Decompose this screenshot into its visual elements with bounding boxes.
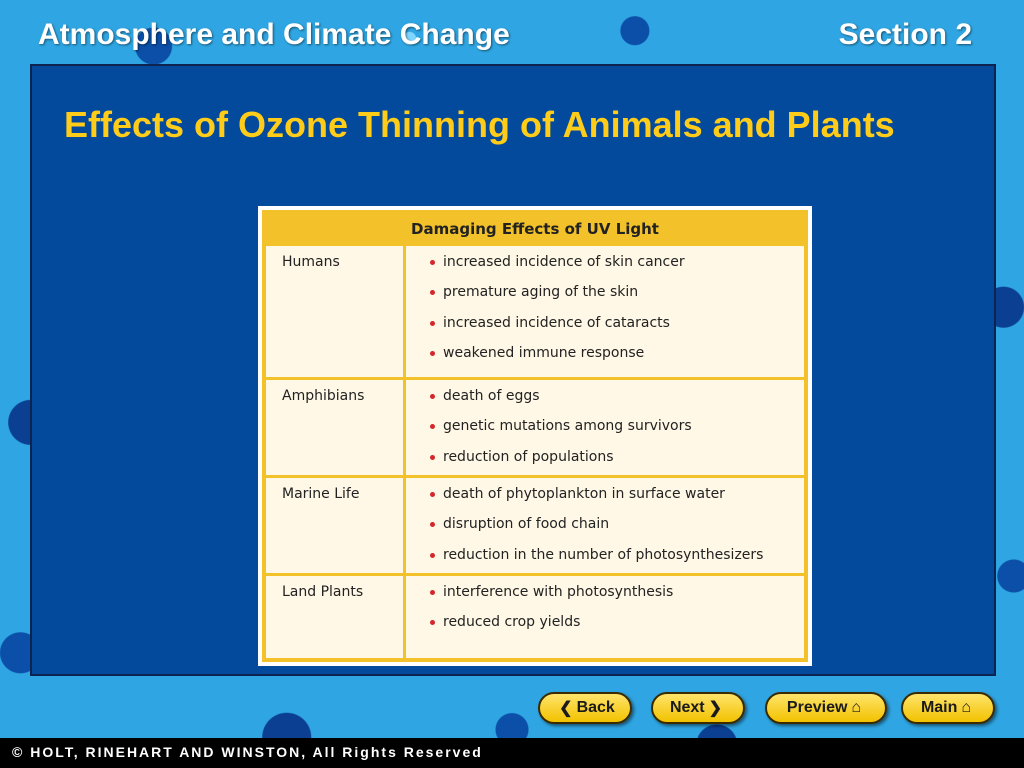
- bullet-icon: [430, 590, 435, 595]
- bullet-icon: [430, 260, 435, 265]
- bullet-icon: [430, 424, 435, 429]
- effect-text: increased incidence of cataracts: [443, 314, 670, 331]
- list-item: [430, 545, 804, 575]
- table-row: [266, 380, 804, 475]
- bullet-icon: [430, 522, 435, 527]
- list-item: [430, 313, 804, 343]
- list-item: [430, 484, 804, 514]
- effect-text: disruption of food chain: [443, 516, 610, 533]
- back-label: Back: [576, 699, 615, 716]
- effect-text: death of phytoplankton in surface water: [443, 486, 725, 502]
- table-row: [266, 246, 804, 377]
- effect-text: death of eggs: [443, 388, 540, 404]
- preview-label: Preview: [786, 699, 848, 716]
- chevron-left-icon: ❮: [559, 700, 573, 717]
- table-row: [266, 576, 804, 658]
- list-item: [430, 282, 804, 312]
- copyright-text: © HOLT, RINEHART AND WINSTON, All Rights Reserved: [12, 744, 483, 760]
- bullet-icon: [430, 553, 435, 558]
- category-cell: Land Plants: [266, 576, 403, 658]
- effect-text: genetic mutations among survivors: [443, 418, 692, 435]
- bullet-icon: [430, 351, 435, 356]
- list-item: [430, 612, 804, 642]
- home-icon: ⌂: [851, 699, 862, 716]
- table-row: [266, 478, 804, 573]
- bullet-icon: [430, 394, 435, 399]
- main-button[interactable]: [901, 692, 995, 724]
- chevron-right-icon: ❯: [708, 700, 723, 717]
- content-panel: [30, 64, 996, 676]
- list-item: [430, 386, 804, 416]
- bullet-icon: [430, 455, 435, 460]
- main-label: Main: [920, 699, 958, 716]
- list-item: [430, 416, 804, 446]
- section-label: Section 2: [838, 18, 972, 51]
- effect-text: premature aging of the skin: [443, 284, 639, 301]
- effects-cell: [406, 246, 804, 377]
- preview-button[interactable]: [765, 692, 887, 724]
- uv-effects-table: [258, 206, 812, 666]
- list-item: [430, 514, 804, 544]
- list-item: [430, 447, 804, 477]
- chapter-title: Atmosphere and Climate Change: [38, 18, 510, 51]
- table-frame: [262, 210, 808, 662]
- bullet-icon: [430, 492, 435, 497]
- effects-cell: [406, 380, 804, 475]
- footer-bar: [0, 738, 1024, 768]
- bullet-icon: [430, 620, 435, 625]
- back-button[interactable]: [538, 692, 632, 724]
- effects-cell: [406, 478, 804, 573]
- effect-text: increased incidence of skin cancer: [443, 254, 685, 270]
- category-cell: Humans: [266, 246, 403, 377]
- table-title: Damaging Effects of UV Light: [411, 220, 659, 238]
- effect-text: reduction of populations: [443, 448, 614, 465]
- list-item: [430, 343, 804, 373]
- slide-title: Effects of Ozone Thinning of Animals and Plants: [64, 104, 895, 145]
- effect-text: reduced crop yields: [443, 614, 581, 631]
- next-button[interactable]: [651, 692, 745, 724]
- bullet-icon: [430, 321, 435, 326]
- effect-text: interference with photosynthesis: [443, 584, 674, 600]
- next-label: Next: [669, 699, 705, 716]
- category-cell: Marine Life: [266, 478, 403, 573]
- slide-header: [0, 0, 1024, 66]
- effect-text: reduction in the number of photosynthesizers: [443, 546, 764, 563]
- bullet-icon: [430, 290, 435, 295]
- category-cell: Amphibians: [266, 380, 403, 475]
- list-item: [430, 252, 804, 282]
- home-icon: ⌂: [961, 699, 972, 716]
- effect-text: weakened immune response: [443, 344, 645, 361]
- list-item: [430, 582, 804, 612]
- effects-cell: [406, 576, 804, 658]
